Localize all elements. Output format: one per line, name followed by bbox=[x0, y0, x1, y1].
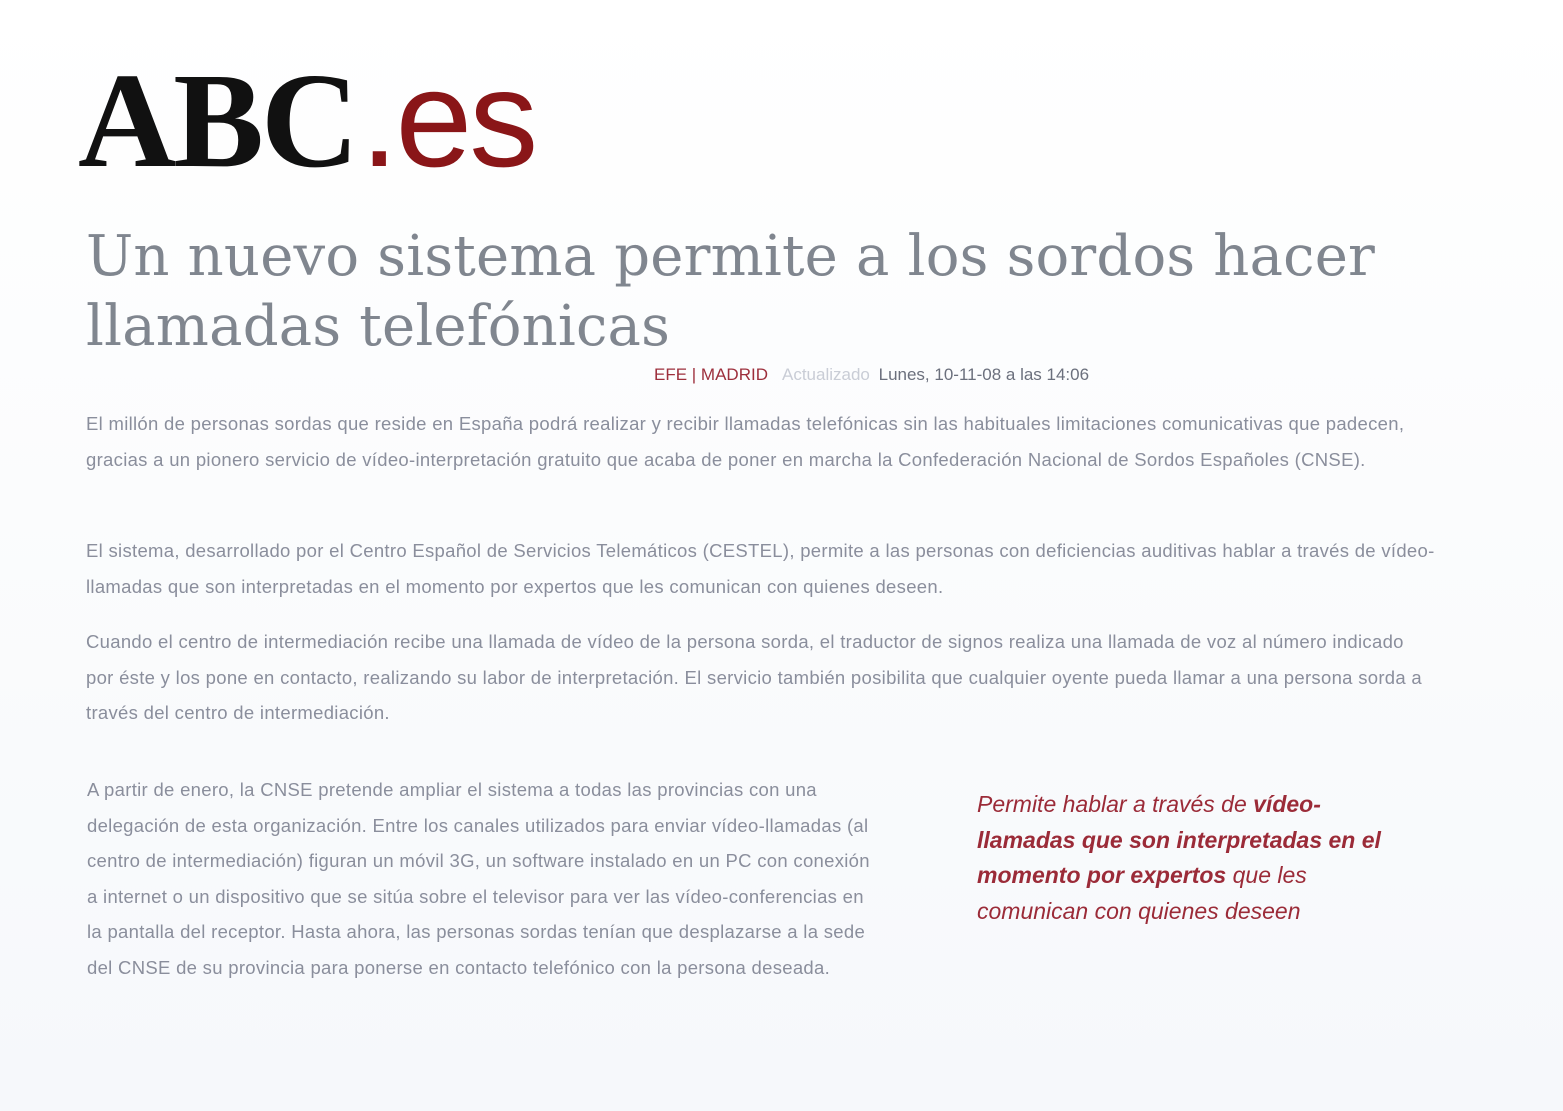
logo-domain-suffix: .es bbox=[360, 42, 536, 196]
article-paragraph-2: El sistema, desarrollado por el Centro Español de Servicios Telemáticos (CESTEL), permite a las personas con deficiencias auditivas hablar a través de vídeo-llamadas que son interpretadas en el momento por expertos que les comunican con quienes deseen. bbox=[86, 540, 1435, 597]
abc-logo[interactable] bbox=[78, 44, 535, 194]
pull-quote bbox=[977, 787, 1407, 929]
pull-quote-tail: que les comunican con quienes deseen bbox=[977, 862, 1307, 924]
byline-updated-label: Actualizado bbox=[781, 365, 870, 384]
pull-quote-lead: Permite hablar a través de bbox=[977, 791, 1247, 817]
article-paragraph-1: El millón de personas sordas que reside en España podrá realizar y recibir llamadas telefónicas sin las habituales limitaciones comunicativas que padecen, gracias a un pionero servicio de vídeo-interpretación gratuito que acaba de poner en marcha la Confederación Nacional de Sordos Españoles (CNSE). bbox=[86, 413, 1405, 470]
article-paragraph-3: Cuando el centro de intermediación recibe una llamada de vídeo de la persona sorda, el traductor de signos realiza una llamada de voz al número indicado por éste y los pone en contacto, realizando su labor de interpretación. El servicio también posibilita que cualquier oyente pueda llamar a una persona sorda a través del centro de intermediación. bbox=[86, 631, 1422, 723]
article-headline: Un nuevo sistema permite a los sordos hacer llamadas telefónicas bbox=[86, 224, 1376, 359]
article-byline bbox=[654, 364, 1089, 386]
article-paragraph-4: A partir de enero, la CNSE pretende ampliar el sistema a todas las provincias con una delegación de esta organización. Entre los canales utilizados para enviar vídeo-llamadas (al centro de intermediación) figuran un móvil 3G, un software instalado en un PC con conexión a internet o un dispositivo que se sitúa sobre el televisor para ver las vídeo-conferencias en la pantalla del receptor. Hasta ahora, las personas sordas tenían que desplazarse a la sede del CNSE de su provincia para ponerse en contacto telefónico con la persona deseada. bbox=[87, 779, 870, 978]
byline-date: Lunes, 10-11-08 a las 14:06 bbox=[878, 365, 1090, 384]
byline-source: EFE | MADRID bbox=[654, 365, 768, 384]
pull-quote-emphasis: vídeo-llamadas que son interpretadas en el momento por expertos bbox=[977, 791, 1381, 888]
logo-wordmark: ABC bbox=[78, 46, 357, 196]
